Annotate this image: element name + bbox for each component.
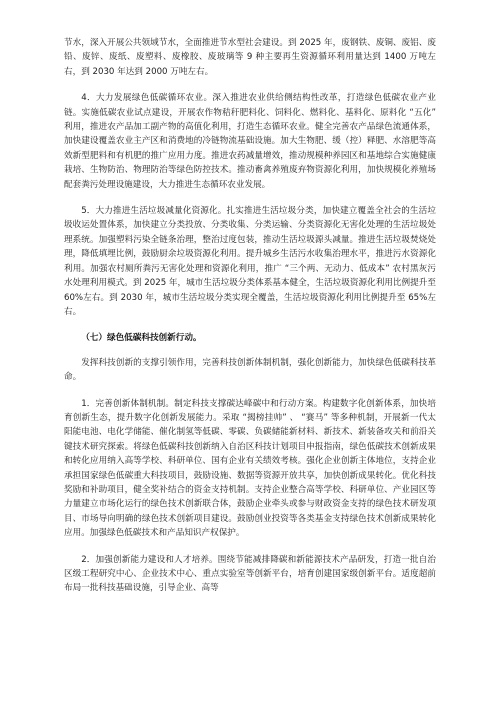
paragraph-innovation-mechanism: 1．完善创新体制机制。制定科技支撑碳达峰碳中和行动方案。构建数字化创新体系，加快培育创新生态，提升数字化创新发展能力。采取 “揭榜挂帅” 、 “赛马” 等多种机制，开展新一代太阳能电池、电化学储能、催化制氢等低碳、零碳、负碳储能新材料、新技术、新装备攻关和前沿关键技术研究探索。将绿色低碳科技创新纳入自治区科技计划项目申报指南，绿色低碳技术创新成果和转化应用纳入高等学校、科研单位、国有企业有关绩效考核。强化企业创新主体地位，支持企业承担国家绿色低碳重大科技项目，鼓励设施、数据等资源开放共享，加快创新成果转化。优化科技奖励和补助项目，健全奖补结合的资金支持机制。支持企业整合高等学校、科研单位、产业园区等力量建立市场化运行的绿色技术创新联合体，鼓励企业牵头或参与财政资金支持的绿色技术研发项目、市场导向明确的绿色技术创新项目建设。鼓励创业投资等各类基金支持绿色技术创新成果转化应用。加强绿色低碳技术和产品知识产权保护。 (64, 398, 436, 539)
paragraph-green-agriculture: 4．大力发展绿色低碳循环农业。深入推进农业供给侧结构性改革，打造绿色低碳农业产业链。实施低碳农业试点建设，开展农作物秸秆肥料化、饲料化、燃料化、基料化、原料化 “五化” 利用，推进农产品加工副产物的高值化利用，打造生态循环农业。健全完善农产品绿色流通体系，加快建设覆盖农业主产区和消费地的冷链物流基础设施。加大生物肥、缓（控）释肥、水溶肥等高效新型肥料和有机肥的推广应用力度。推进农药减量增效，推动规模种养园区和基地综合实施健康栽培、生物防治、物理防治等绿色防控技术。推动畜禽养殖废弃物资源化利用，加快规模化养殖场配套粪污处理设施建设，大力推进生态循环农业发展。 (64, 93, 436, 190)
document-body (64, 36, 436, 596)
section-heading-tech-innovation: （七）绿色低碳科技创新行动。 (81, 333, 202, 344)
paragraph-capacity-talent: 2．加强创新能力建设和人才培养。围绕节能减排降碳和新能源技术产品研发，打造一批自治区级工程研究中心、企业技术中心、重点实验室等创新平台，培育创建国家级创新平台。适度超前布局一批科技基础设施，引导企业、高等 (64, 554, 436, 594)
paragraph-section-intro: 发挥科技创新的支撑引领作用，完善科技创新体制机制，强化创新能力，加快绿色低碳科技革命。 (64, 357, 436, 383)
paragraph-household-waste: 5．大力推进生活垃圾减量化资源化。扎实推进生活垃圾分类，加快建立覆盖全社会的生活垃圾收运处置体系，加快建立分类投放、分类收集、分类运输、分类资源化无害化处理的生活垃圾处理系统。加强塑料污染全链条治理，整治过度包装，推动生活垃圾源头减量。推进生活垃圾焚烧处理，降低填埋比例，鼓励厨余垃圾资源化利用。提升城乡生活污水收集治理水平，推进污水资源化利用。加强农村厕所粪污无害化处理和资源化利用，推广 “三个两、无动力、低成本” 农村黑灰污水处理利用模式。到 2025 年，城市生活垃圾分类体系基本健全，生活垃圾资源化利用比例提升至 60%左右。到 2030 年，城市生活垃圾分类实现全覆盖，生活垃圾资源化利用比例提升至 65%左右。 (64, 206, 436, 317)
paragraph-recycling-continuation: 节水，深入开展公共领域节水，全面推进节水型社会建设。到 2025 年，废钢铁、废铜、废铝、废铅、废锌、废纸、废塑料、废橡胶、废玻璃等 9 种主要再生资源循环利用量达到 1400 万吨左右，到 2030 年达到 2000 万吨左右。 (64, 38, 436, 77)
